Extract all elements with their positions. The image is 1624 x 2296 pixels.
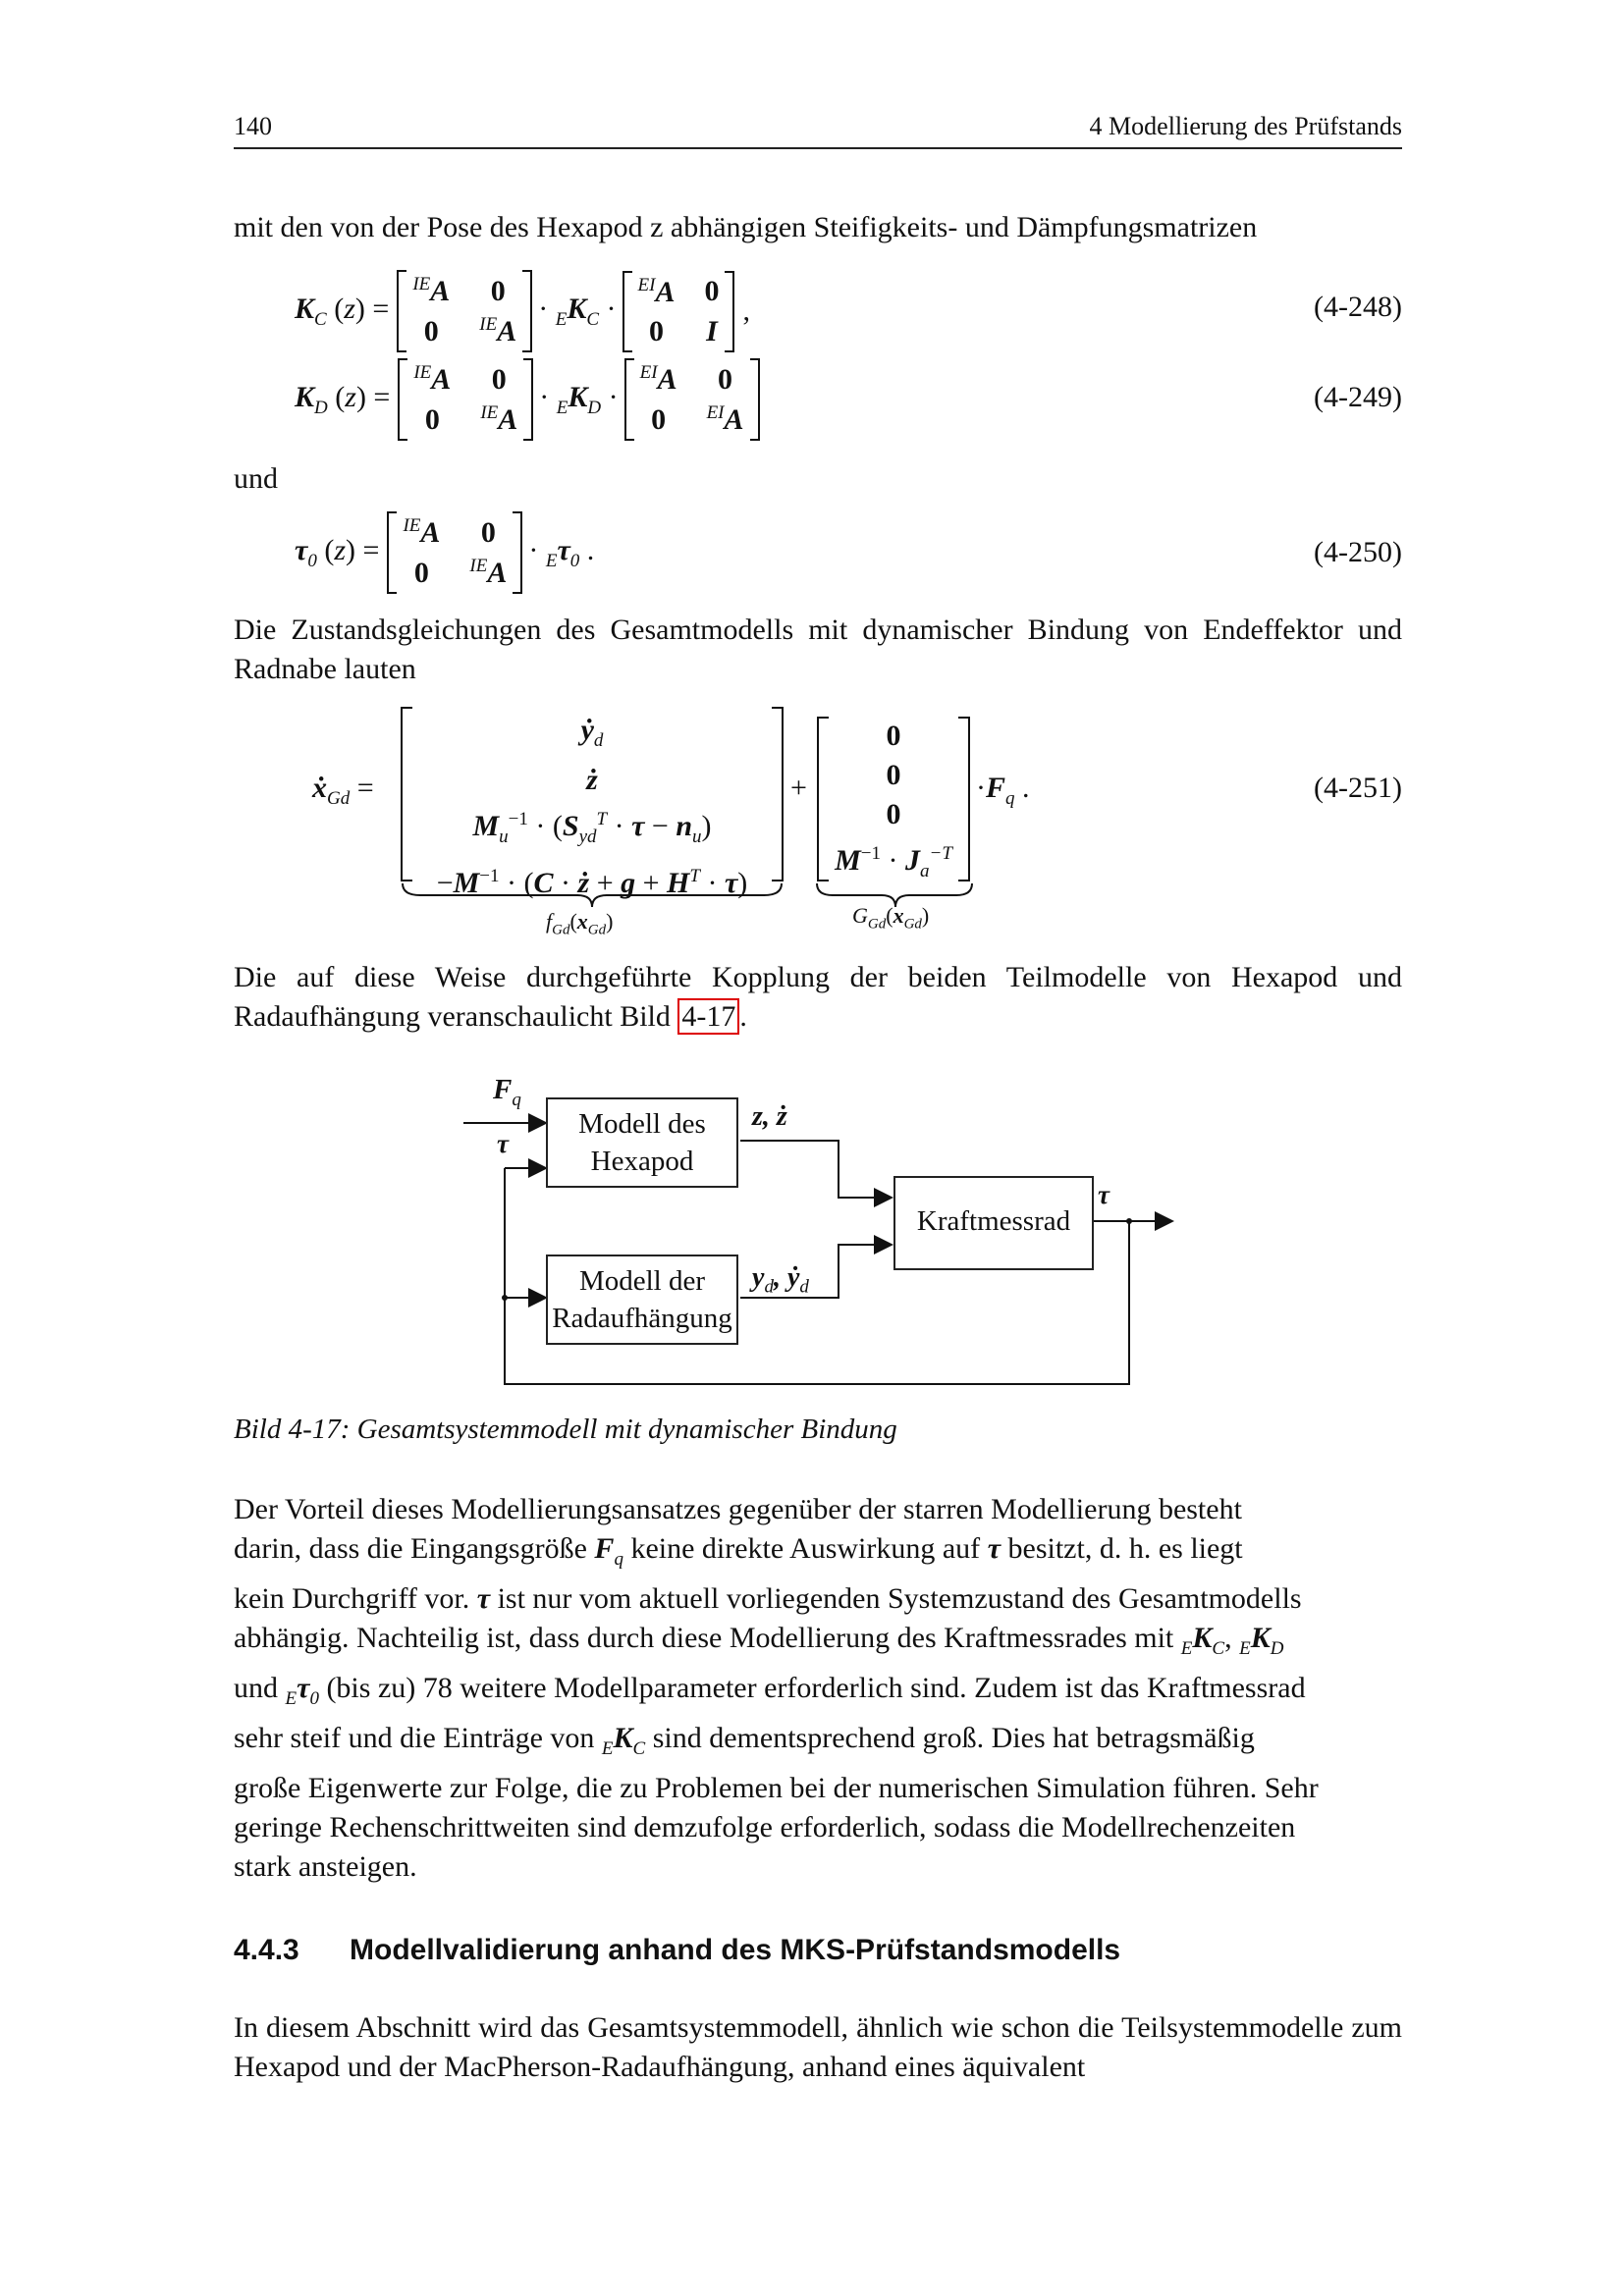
paragraph-section-intro: In diesem Abschnitt wird das Gesamtsystemmodell, ähnlich wie schon die Teilsystemmodelle zum Hexapod und der MacPherson-Radaufhängung, anhand eines äquivalent [234, 2011, 1402, 2083]
section-title: Modellvalidierung anhand des MKS-Prüfstandsmodells [350, 1934, 1121, 1966]
page-number: 140 [234, 112, 272, 140]
equation-4-250: $\tau_0$ (z) = $^{IE}$A 0 0 $^{IE}$A · $_E\tau_0$ . [295, 508, 1402, 597]
chapter-title: 4 Modellierung des Prüfstands [1089, 112, 1402, 140]
figure-4-17 [461, 1070, 1188, 1394]
label-yd: $y_d$, ẏ$_d$ [752, 1262, 809, 1298]
figure-caption: Bild 4-17: Gesamtsystemmodell mit dynamischer Bindung [234, 1414, 897, 1445]
block-hexapod-model: Modell des Hexapod [546, 1097, 738, 1188]
und-word: und [234, 462, 278, 495]
intro-line: mit den von der Pose des Hexapod z abhängigen Steifigkeits- und Dämpfungsmatrizen [234, 211, 1258, 243]
section-number: 4.4.3 [234, 1934, 299, 1966]
label-tau-in: τ [497, 1129, 509, 1158]
paragraph-coupling: Die auf diese Weise durchgeführte Kopplung der beiden Teilmodelle von Hexapod und Radaufhängung veranschaulicht Bild 4-17 . [234, 961, 1402, 1033]
label-z-zdot: z, ż [752, 1101, 787, 1132]
header-rule [234, 147, 1402, 149]
label-Fq: $F_q$ [493, 1074, 521, 1110]
block-suspension-model: Modell der Radaufhängung [546, 1255, 738, 1345]
equation-number-4-251: (4-251) [1314, 772, 1402, 804]
paragraph-advantage: Der Vorteil dieses Modellierungsansatzes gegenüber der starren Modellierung besteht darin, dass die Eingangsgröße $F_q$ keine direkte Auswirkung auf τ besitzt, d. h. es liegt kein Durchgriff vor. τ ist nur vom aktuell vorliegenden Systemzustand des Gesamtmodells abhängig. Nachteilig ist, dass durch diese Modellierung des Kraftmessrades mit $_EK_C$, $_EK_D$ und $_E\tau_0$ (bis zu) 78 weitere Modellparameter erforderlich sind. Zudem ist das Kraftmessrad sehr steif und die Einträge von $_EK_C$ sind dementsprechend groß. Dies hat betragsmäßig große Eigenwerte zur Folge, die zu Problemen bei der numerischen Simulation führen. Sehr geringe Rechenschrittweiten sind demzufolge erforderlich, sodass die Modellrechenzeiten stark ansteigen. [234, 1493, 1319, 1883]
equation-number-4-249: (4-249) [1314, 381, 1402, 413]
paragraph-state-equations: Die Zustandsgleichungen des Gesamtmodells mit dynamischer Bindung von Endeffektor und Radnabe lauten [234, 614, 1402, 685]
equation-number-4-250: (4-250) [1314, 536, 1402, 568]
equation-number-4-248: (4-248) [1314, 291, 1402, 323]
figure-reference-link[interactable]: 4-17 [677, 998, 739, 1035]
block-kraftmessrad: Kraftmessrad [893, 1176, 1094, 1270]
equation-4-251: ẋ$_{Gd}$ = ẏ$_d$ ż $M_u^{-1} \cdot (S_{yd}^T \cdot \tau - n_u)$ $-M^{-1} \cdot (C$ · ż + $g + H^T \cdot \tau$) + 0 0 0 $M^{-1} \cdot J_a^{-T}$ $\cdot F_q$ . $f_{Gd}(x_{Gd})$ $G_{Gd}(x_{Gd})$ [295, 707, 1402, 942]
equation-4-249: $K_D$ (z) = $^{IE}$A 0 0 $^{IE}$A · $_EK_D$ · $^{EI}$A 0 0 $^{EI}$A [295, 355, 1402, 444]
label-tau-out: τ [1098, 1180, 1110, 1209]
equation-4-248: $K_C$ (z) = $^{IE}$A 0 0 $^{IE}$A · $_EK_C$ · $^{EI}$A 0 0 I , [295, 267, 1402, 355]
